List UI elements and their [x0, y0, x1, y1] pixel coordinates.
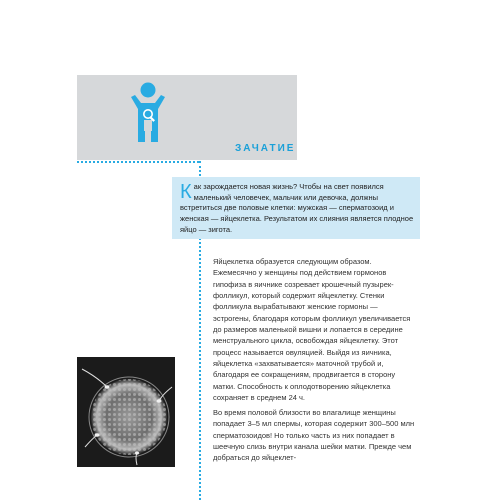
body-paragraph-1: Яйцеклетка образуется следующим образом. Ежемесячно у женщины под действием гормонов гипофиза в яичнике созревает крошечный пузырек-фолликул, который содержит яйцеклетку. Стенки фолликула вырабатывают женские гормоны — эстрогены, благодаря которым фолликул увеличивается до размеров маленькой вишни и лопается в середине менструального цикла, освобождая яйцеклетку. Этот процесс называется овуляцией. Выйдя из яичника, яйцеклетка «захватывается» маточной трубой и, благодаря ее сокращениям, продвигается в сторону матки. Способность к оплодотворению яйцеклетка сохраняет в среднем 24 ч.: [213, 257, 411, 403]
intro-text: ак зарождается новая жизнь? Чтобы на свет появился маленький человечек, мальчик или девочка, должны встретиться две половые клетки: мужская — сперматозоид и женская — яйцеклетка. Результатом их слияния является плодное яйцо — зигота.: [180, 182, 414, 234]
dotted-divider-horizontal: [77, 161, 199, 163]
intro-paragraph: [180, 182, 416, 236]
body-paragraph-2: Во время половой близости во влагалище женщины попадает 3–5 мл спермы, которая содержит 300–500 млн сперматозоидов! Но только часть из них попадает в шеечную слизь внутри канала шейки матки. Прежде чем добраться до яйцеклет-: [213, 408, 415, 463]
drop-cap: К: [180, 181, 192, 203]
baby-magnifier-icon: [128, 82, 168, 144]
egg-cell-photo: [77, 357, 175, 467]
section-title: ЗАЧАТИЕ: [235, 143, 296, 154]
